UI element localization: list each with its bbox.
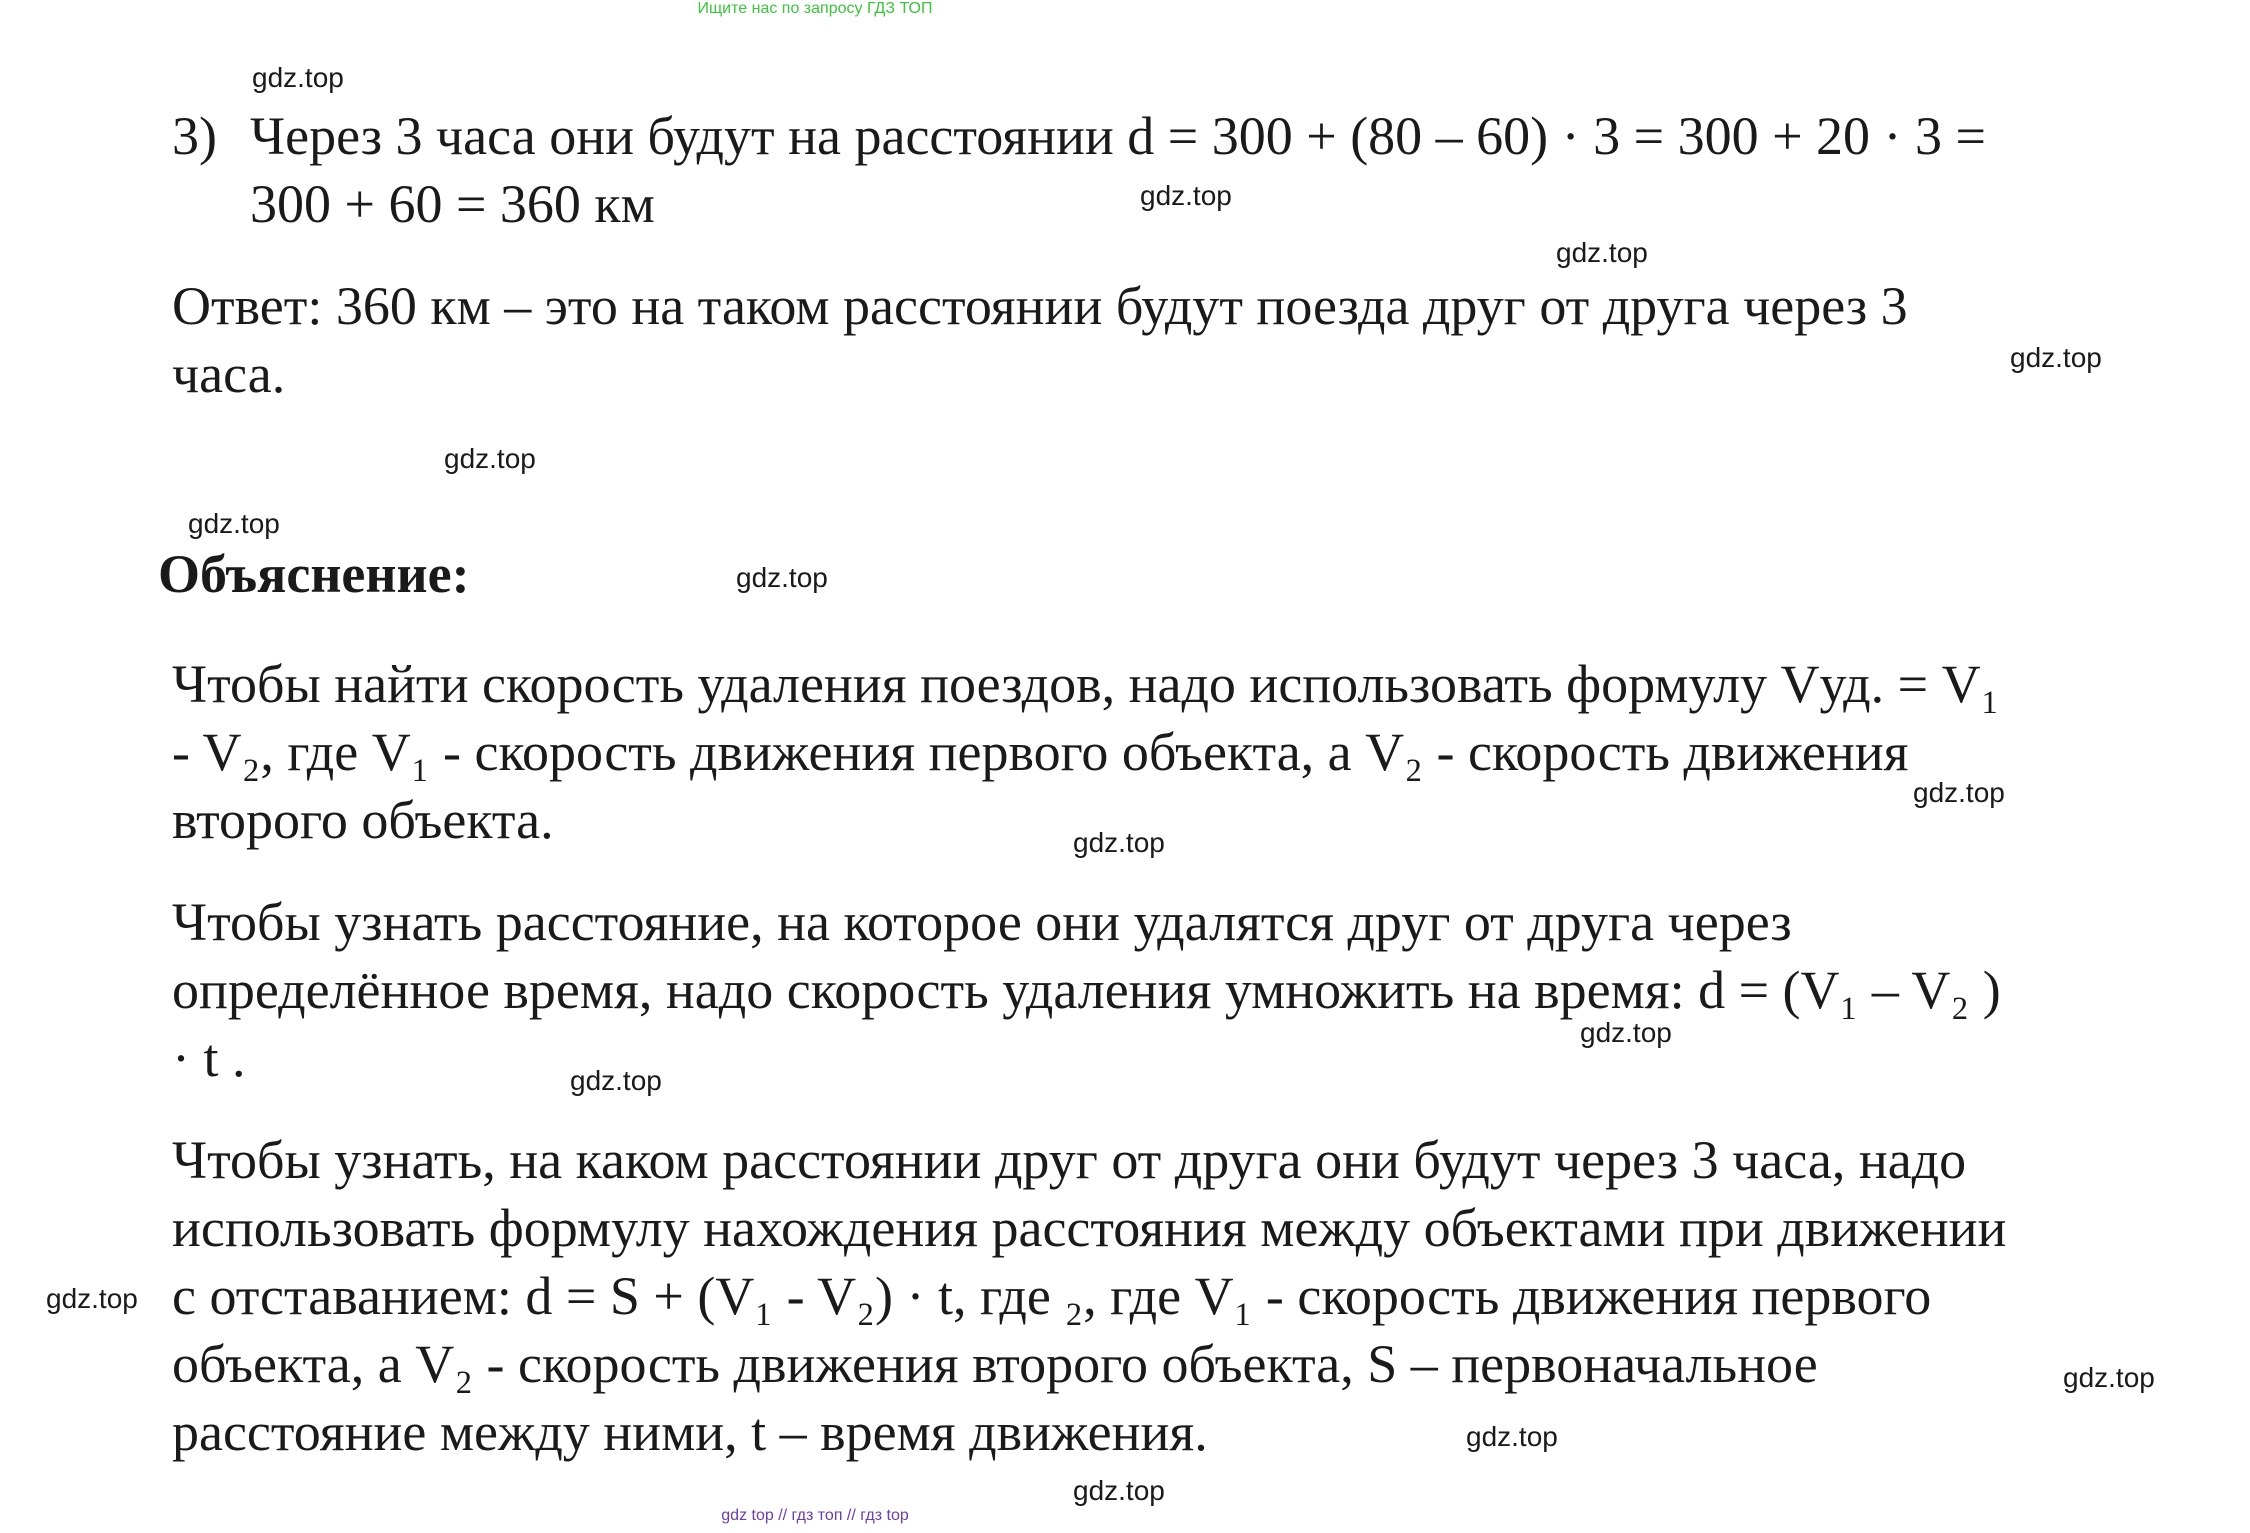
item-line: Через 3 часа они будут на расстоянии d = 300 + (80 – 60) · 3 = 300 + 20 · 3 = xyxy=(250,106,1986,166)
watermark: gdz.top xyxy=(444,443,536,474)
watermark: gdz.top xyxy=(188,508,280,539)
watermark: gdz.top xyxy=(1466,1421,1558,1452)
watermark: gdz.top xyxy=(736,562,828,593)
paragraph-line: Чтобы найти скорость удаления поездов, надо использовать формулу Vуд. = V₁ xyxy=(172,654,2000,714)
paragraph-line: Чтобы узнать, на каком расстоянии друг от друга они будут через 3 часа, надо xyxy=(172,1130,1967,1190)
paragraph-line: определённое время, надо скорость удаления умножить на время: d = (V₁ – V₂ ) xyxy=(172,960,2001,1020)
explanation-heading: Объяснение: xyxy=(158,544,470,604)
paragraph-line: второго объекта. xyxy=(172,790,554,850)
answer xyxy=(172,272,2192,408)
paragraph-line: - V₂, где V₁ - скорость движения первого объекта, а V₂ - скорость движения xyxy=(172,722,1909,782)
paragraph-line: объекта, а V₂ - скорость движения второго объекта, S – первоначальное xyxy=(172,1334,1818,1394)
watermark: gdz.top xyxy=(1580,1017,1672,1048)
watermark: gdz.top xyxy=(570,1065,662,1096)
answer-line: Ответ: 360 км – это на таком расстоянии будут поезда друг от друга через 3 xyxy=(172,276,1908,336)
watermark: gdz.top xyxy=(2010,342,2102,373)
watermark: gdz.top xyxy=(1140,180,1232,211)
paragraph-line: расстояние между ними, t – время движения. xyxy=(172,1402,1208,1462)
watermark: gdz.top xyxy=(46,1283,138,1314)
answer-line: часа. xyxy=(172,344,286,404)
paragraph-line: использовать формулу нахождения расстояния между объектами при движении xyxy=(172,1198,2007,1258)
watermark: gdz.top xyxy=(1913,777,2005,808)
bottom-banner: gdz top // гдз топ // гдз top xyxy=(721,1507,909,1524)
explanation-paragraph-2 xyxy=(172,888,2192,1092)
watermark: gdz.top xyxy=(1073,1475,1165,1506)
paragraph-line: с отставанием: d = S + (V₁ - V₂) · t, где ₂, где V₁ - скорость движения первого xyxy=(172,1266,1932,1326)
watermark: gdz.top xyxy=(2063,1362,2155,1393)
watermark: gdz.top xyxy=(252,62,344,93)
paragraph-line: Чтобы узнать расстояние, на которое они удалятся друг от друга через xyxy=(172,892,1792,952)
item-number: 3) xyxy=(172,106,217,166)
explanation-paragraph-1 xyxy=(172,650,2192,854)
watermark: gdz.top xyxy=(1556,237,1648,268)
paragraph-line: · t . xyxy=(172,1028,246,1088)
explanation-paragraph-3 xyxy=(172,1126,2192,1466)
top-banner: Ищите нас по запросу ГДЗ ТОП xyxy=(697,0,933,17)
item-line: 300 + 60 = 360 км xyxy=(250,174,655,234)
watermark: gdz.top xyxy=(1073,827,1165,858)
item-body xyxy=(250,102,1986,238)
